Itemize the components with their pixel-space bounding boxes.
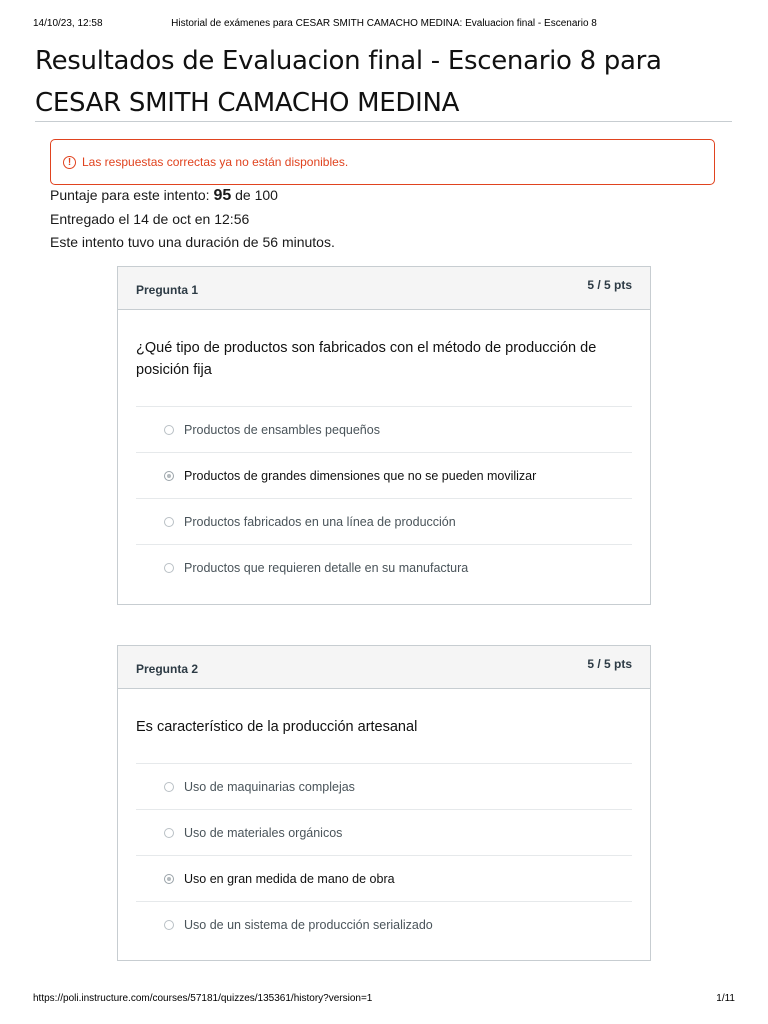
- answer-list: [136, 763, 632, 947]
- answer-label: Uso en gran medida de mano de obra: [184, 871, 395, 886]
- alert-text: Las respuestas correctas ya no están disponibles.: [82, 155, 349, 169]
- answer-label: Productos fabricados en una línea de producción: [184, 514, 456, 529]
- print-timestamp: 14/10/23, 12:58: [33, 18, 103, 29]
- question-text: ¿Qué tipo de productos son fabricados con el método de producción de posición fija: [136, 340, 597, 378]
- answer-option-selected[interactable]: [136, 855, 632, 901]
- answer-option[interactable]: [136, 763, 632, 809]
- print-page-number: 1/11: [716, 993, 735, 1004]
- answers-unavailable-alert: [50, 139, 715, 185]
- print-header: [33, 18, 735, 32]
- answer-label: Uso de materiales orgánicos: [184, 825, 343, 840]
- radio-selected-icon[interactable]: [164, 874, 174, 884]
- radio-unselected-icon[interactable]: [164, 920, 174, 930]
- page-title: [35, 40, 735, 124]
- answer-label: Uso de maquinarias complejas: [184, 779, 355, 794]
- answer-option[interactable]: [136, 809, 632, 855]
- page-title-line1: Resultados de Evaluacion final - Escenario 8 para: [35, 46, 662, 76]
- question-header: [118, 646, 650, 689]
- answer-label: Productos de grandes dimensiones que no se pueden movilizar: [184, 468, 537, 483]
- page-title-line2: CESAR SMITH CAMACHO MEDINA: [35, 88, 460, 118]
- answer-list: [136, 406, 632, 590]
- answer-option[interactable]: [136, 406, 632, 452]
- print-title: Historial de exámenes para CESAR SMITH CAMACHO MEDINA: Evaluacion final - Escenario 8: [171, 18, 597, 29]
- radio-unselected-icon[interactable]: [164, 563, 174, 573]
- answer-label: Productos que requieren detalle en su manufactura: [184, 560, 469, 575]
- answer-option[interactable]: [136, 901, 632, 947]
- question-card-1: [117, 266, 651, 605]
- print-footer: [33, 993, 735, 1007]
- radio-selected-icon[interactable]: [164, 471, 174, 481]
- exclamation-circle-icon: !: [63, 156, 76, 169]
- question-points: 5 / 5 pts: [587, 657, 632, 671]
- title-divider: [35, 121, 732, 122]
- answer-label: Uso de un sistema de producción serializado: [184, 917, 433, 932]
- radio-unselected-icon[interactable]: [164, 782, 174, 792]
- score-suffix: de 100: [235, 187, 278, 203]
- radio-unselected-icon[interactable]: [164, 828, 174, 838]
- duration-line: Este intento tuvo una duración de 56 minutos.: [50, 234, 335, 250]
- question-text: Es característico de la producción artesanal: [136, 719, 418, 735]
- score-value: 95: [213, 187, 232, 204]
- print-url: https://poli.instructure.com/courses/57181/quizzes/135361/history?version=1: [33, 993, 373, 1004]
- radio-unselected-icon[interactable]: [164, 517, 174, 527]
- answer-label: Productos de ensambles pequeños: [184, 422, 380, 437]
- question-header: [118, 267, 650, 310]
- question-points: 5 / 5 pts: [587, 278, 632, 292]
- answer-option-selected[interactable]: [136, 452, 632, 498]
- radio-unselected-icon[interactable]: [164, 425, 174, 435]
- answer-option[interactable]: [136, 544, 632, 590]
- score-line: [50, 187, 278, 205]
- question-name: Pregunta 2: [136, 662, 199, 676]
- submitted-line: Entregado el 14 de oct en 12:56: [50, 211, 250, 227]
- answer-option[interactable]: [136, 498, 632, 544]
- question-name: Pregunta 1: [136, 283, 199, 297]
- question-card-2: [117, 645, 651, 961]
- score-label: Puntaje para este intento:: [50, 187, 210, 203]
